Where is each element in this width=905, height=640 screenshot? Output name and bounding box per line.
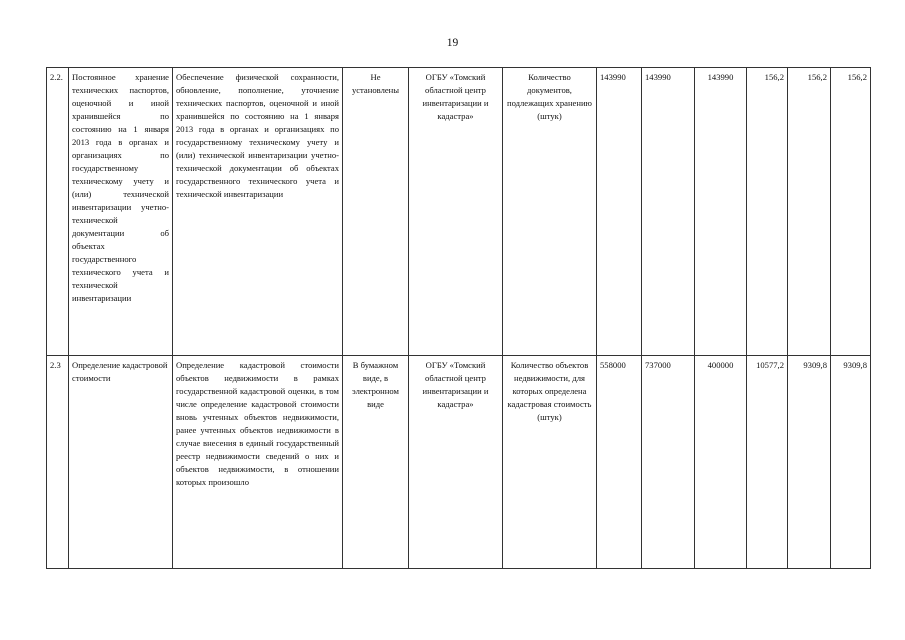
volume-year-1: 143990: [597, 68, 642, 356]
funding-year-1: 10577,2: [747, 356, 788, 569]
funding-year-3: 156,2: [831, 68, 871, 356]
service-form: В бумажном виде, в электронном виде: [343, 356, 409, 569]
volume-year-2: 143990: [642, 68, 695, 356]
page-number: 19: [446, 37, 459, 49]
service-content: Обеспечение физической сохранности, обновление, пополнение, уточнение технических паспортов, оценочной и иной хранившейся по состоянию на 1 января 2013 года в органах и организациях по государственному техническому учету и (или) технической инвентаризации учетно-технической документации об объектах государственного технического учета и технической инвентаризации: [173, 68, 343, 356]
service-name: Постоянное хранение технических паспортов, оценочной и иной хранившейся по состоянию на 1 января 2013 года в органах и организациях по государственному техническому учету и (или) технической инвентаризации учетно-технической документации об объектах государственного технического учета и технической инвентаризации: [69, 68, 173, 356]
services-table: [46, 67, 871, 569]
service-content: Определение кадастровой стоимости объектов недвижимости в рамках государственной кадастровой оценки, в том числе определение кадастровой стоимости вновь учтенных объектов недвижимости, ранее учтенных объектов недвижимости в случае внесения в единый государственный реестр недвижимости сведений о них и объектов недвижимости, в отношении которых произошло: [173, 356, 343, 569]
volume-indicator: Количество документов, подлежащих хранению (штук): [503, 68, 597, 356]
funding-year-1: 156,2: [747, 68, 788, 356]
service-provider: ОГБУ «Томский областной центр инвентаризации и кадастра»: [409, 68, 503, 356]
row-number: 2.3: [47, 356, 69, 569]
volume-year-2: 737000: [642, 356, 695, 569]
service-form: Не установлены: [343, 68, 409, 356]
funding-year-2: 156,2: [788, 68, 831, 356]
table-row: [47, 68, 871, 356]
funding-year-3: 9309,8: [831, 356, 871, 569]
table-row: [47, 356, 871, 569]
row-number: 2.2.: [47, 68, 69, 356]
volume-year-1: 558000: [597, 356, 642, 569]
service-provider: ОГБУ «Томский областной центр инвентаризации и кадастра»: [409, 356, 503, 569]
service-name: Определение кадастровой стоимости: [69, 356, 173, 569]
volume-indicator: Количество объектов недвижимости, для которых определена кадастровая стоимость (штук): [503, 356, 597, 569]
volume-year-3: 143990: [695, 68, 747, 356]
funding-year-2: 9309,8: [788, 356, 831, 569]
volume-year-3: 400000: [695, 356, 747, 569]
